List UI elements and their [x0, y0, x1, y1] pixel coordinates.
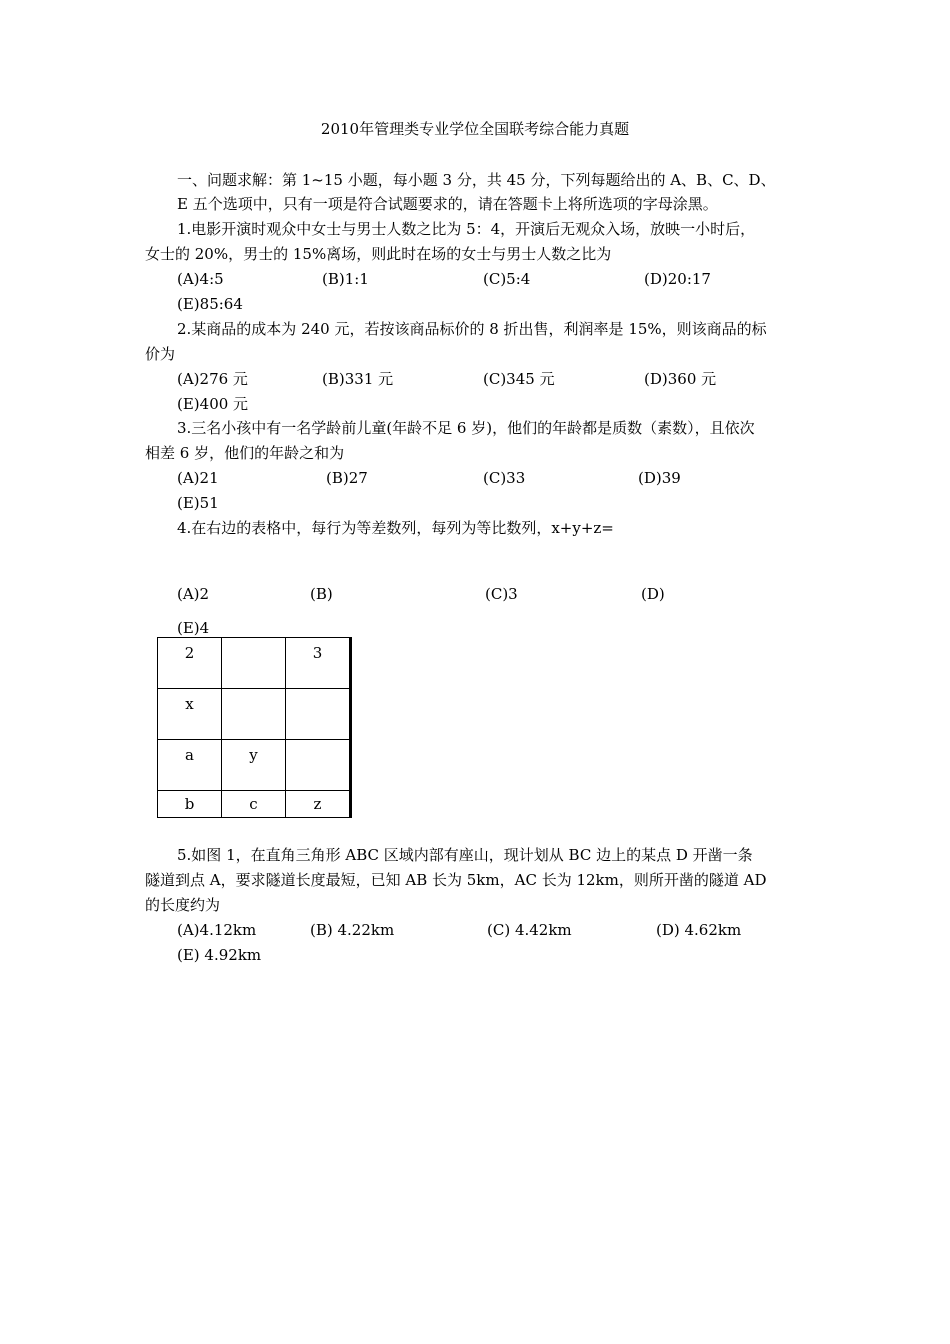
grid-row — [158, 791, 351, 818]
q2-option-c: (C)345 元 — [483, 370, 555, 388]
q4-stem: 4.在右边的表格中，每行为等差数列，每列为等比数列，x+y+z= — [177, 519, 614, 537]
q5-option-a: (A)4.12km — [177, 921, 257, 939]
q3-option-e: (E)51 — [177, 494, 219, 512]
q4-number-grid — [157, 637, 352, 818]
grid-cell: a — [158, 740, 222, 791]
grid-cell: 2 — [158, 638, 222, 689]
grid-row — [158, 740, 351, 791]
grid-row — [158, 638, 351, 689]
q5-stem-line-1: 5.如图 1，在直角三角形 ABC 区域内部有座山，现计划从 BC 边上的某点 D 开凿一条 — [177, 846, 753, 864]
q1-option-e: (E)85:64 — [177, 295, 243, 313]
q1-stem-line-1: 1.电影开演时观众中女士与男士人数之比为 5：4，开演后无观众入场，放映一小时后， — [177, 220, 756, 238]
q3-option-b: (B)27 — [326, 469, 368, 487]
q1-option-d: (D)20:17 — [644, 270, 711, 288]
q5-option-b: (B) 4.22km — [310, 921, 395, 939]
q2-stem-line-1: 2.某商品的成本为 240 元，若按该商品标价的 8 折出售，利润率是 15%，则该商品的标 — [177, 320, 767, 338]
q2-stem-line-2: 价为 — [145, 345, 176, 363]
grid-cell — [286, 689, 351, 740]
page-title: 2010年管理类专业学位全国联考综合能力真题 — [320, 120, 630, 138]
q1-stem-line-2: 女士的 20%，男士的 15%离场，则此时在场的女士与男士人数之比为 — [145, 245, 612, 263]
grid-cell: b — [158, 791, 222, 818]
q4-option-d: (D) — [641, 585, 665, 603]
grid-cell: c — [222, 791, 286, 818]
grid-row — [158, 689, 351, 740]
q3-option-d: (D)39 — [638, 469, 681, 487]
q3-stem-line-2: 相差 6 岁，他们的年龄之和为 — [145, 444, 345, 462]
grid-cell — [286, 740, 351, 791]
q3-option-c: (C)33 — [483, 469, 526, 487]
q5-stem-line-3: 的长度约为 — [145, 896, 221, 914]
q2-option-d: (D)360 元 — [644, 370, 717, 388]
grid-cell: y — [222, 740, 286, 791]
q5-option-e: (E) 4.92km — [177, 946, 262, 964]
intro-line-2: E 五个选项中，只有一项是符合试题要求的，请在答题卡上将所选项的字母涂黑。 — [177, 195, 718, 213]
grid-cell: x — [158, 689, 222, 740]
q5-option-d: (D) 4.62km — [656, 921, 742, 939]
q1-option-c: (C)5:4 — [483, 270, 531, 288]
q3-option-a: (A)21 — [177, 469, 219, 487]
intro-line-1: 一、问题求解：第 1~15 小题，每小题 3 分，共 45 分，下列每题给出的 A、B、C、D、 — [177, 171, 776, 189]
q4-option-b: (B) — [310, 585, 333, 603]
q3-stem-line-1: 3.三名小孩中有一名学龄前儿童(年龄不足 6 岁)，他们的年龄都是质数（素数），且依次 — [177, 419, 755, 437]
q2-option-a: (A)276 元 — [177, 370, 248, 388]
q4-option-e: (E)4 — [177, 619, 210, 637]
grid-cell — [222, 638, 286, 689]
q5-option-c: (C) 4.42km — [487, 921, 572, 939]
q4-option-a: (A)2 — [177, 585, 210, 603]
grid-cell — [222, 689, 286, 740]
q2-option-b: (B)331 元 — [322, 370, 394, 388]
q1-option-a: (A)4:5 — [177, 270, 224, 288]
q1-option-b: (B)1:1 — [322, 270, 369, 288]
grid-cell: z — [286, 791, 351, 818]
grid-cell: 3 — [286, 638, 351, 689]
q5-stem-line-2: 隧道到点 A，要求隧道长度最短，已知 AB 长为 5km，AC 长为 12km，则所开凿的隧道 AD — [145, 871, 767, 889]
q4-option-c: (C)3 — [485, 585, 518, 603]
q2-option-e: (E)400 元 — [177, 395, 249, 413]
